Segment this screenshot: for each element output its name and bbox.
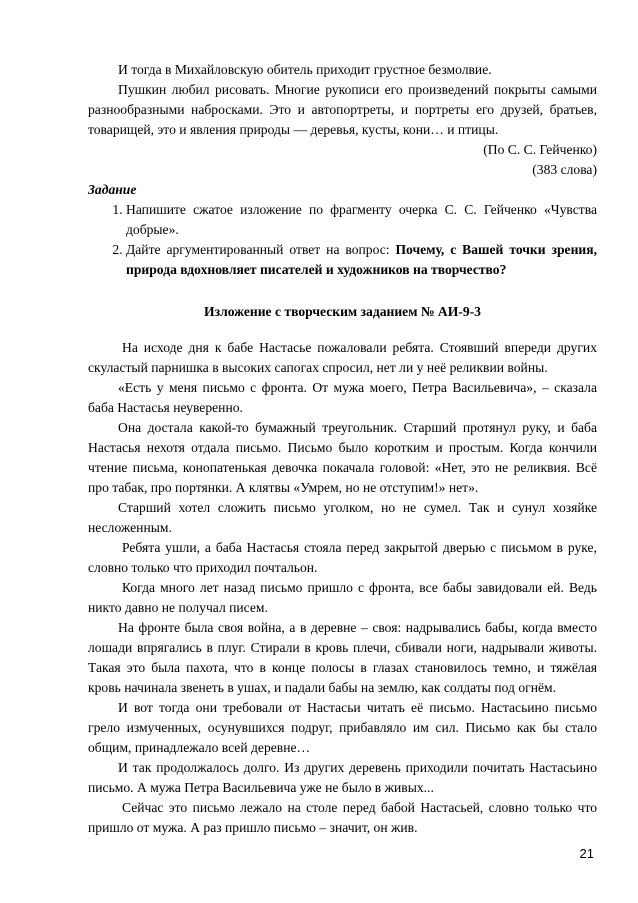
page-number: 21 — [579, 846, 594, 861]
section-heading: Изложение с творческим заданием № АИ-9-3 — [204, 304, 481, 319]
body-paragraph: Когда много лет назад письмо пришло с фронта, все бабы завидовали ей. Ведь никто давно не получал писем. — [88, 580, 597, 615]
body-paragraph: Ребята ушли, а баба Настасья стояла перед закрытой дверью с письмом в руке, словно только что приходил почтальон. — [88, 540, 597, 575]
task-item-2-question: Почему, с Вашей точки зрения, природа вдохновляет писателей и художников на творчество? — [126, 242, 597, 277]
body-paragraph: Сейчас это письмо лежало на столе перед бабой Настасьей, словно только что пришло от мужа. А раз пришло письмо – значит, он жив. — [88, 800, 597, 835]
task-title: Задание — [88, 182, 137, 197]
intro-paragraph-2: Пушкин любил рисовать. Многие рукописи его произведений покрыты самыми разнообразными набросками. Это и автопортреты, и портреты его друзей, братьев, товарищей, это и явления природы — деревья, кусты, кони… и птицы. — [88, 82, 597, 137]
body-paragraph: На исходе дня к бабе Настасье пожаловали ребята. Стоявший впереди других скуластый парнишка в высоких сапогах спросил, нет ли у неё реликвии войны. — [88, 340, 597, 375]
body-paragraph: Она достала какой-то бумажный треугольник. Старший протянул руку, и баба Настасья нехотя отдала письмо. Письмо было коротким и простым. Когда кончили чтение письма, конопатенькая девочка покачала головой: «Нет, это не реликвия. Всё про табак, про портянки. А клятвы «Умрем, но не отступим!» нет». — [88, 420, 597, 495]
body-paragraph: На фронте была своя война, а в деревне – своя: надрывались бабы, когда вместо лошади впрягались в плуг. Стирали в кровь плечи, сбивали ноги, надрывали животы. Такая это была пахота, что в конце полосы в глазах становилось темно, и тяжёлая кровь начинала звенеть в ушах, и падали бабы на землю, как солдаты под огнём. — [88, 620, 597, 695]
word-count: (383 слова) — [532, 162, 597, 177]
source-attribution: (По С. С. Гейченко) — [483, 142, 597, 157]
task-item-1-text: Напишите сжатое изложение по фрагменту очерка С. С. Гейченко «Чувства добрые». — [126, 202, 597, 237]
body-paragraph: И так продолжалось долго. Из других деревень приходили почитать Настасьино письмо. А мужа Петра Васильевича уже не было в живых... — [88, 760, 597, 795]
task-item-2-prefix: Дайте аргументированный ответ на вопрос: — [126, 242, 396, 257]
body-paragraph: И вот тогда они требовали от Настасьи читать её письмо. Настасьино письмо грело измученных, осунувшихся подруг, прибавляло им сил. Письмо как бы стало общим, принадлежало всей деревне… — [88, 700, 597, 755]
task-item-1 — [126, 200, 597, 240]
task-list — [88, 200, 597, 280]
body-paragraph: «Есть у меня письмо с фронта. От мужа моего, Петра Васильевича», – сказала баба Настасья неуверенно. — [88, 380, 597, 415]
body-paragraph: Старший хотел сложить письмо уголком, но не сумел. Так и сунул хозяйке несложенным. — [88, 500, 597, 535]
task-item-2 — [126, 240, 597, 280]
intro-paragraph-1: И тогда в Михайловскую обитель приходит грустное безмолвие. — [118, 62, 492, 77]
